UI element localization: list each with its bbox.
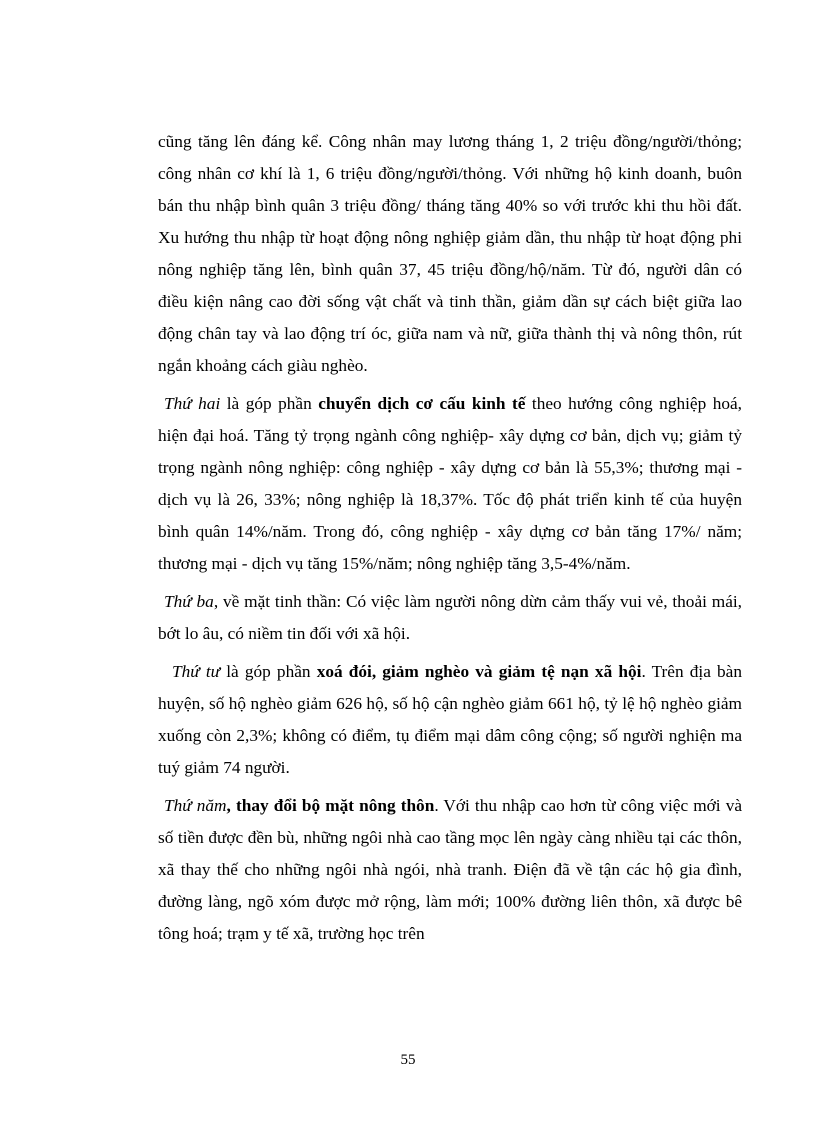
paragraph-text: theo hướng công nghiệp hoá, hiện đại hoá. Tăng tỷ trọng ngành công nghiệp- xây dựng cơ bản, dịch vụ; giảm tỷ trọng ngành nông nghiệp: công nghiệp - xây dựng cơ bản là 55,3%; thương mại - dịch vụ là 26, 33%; nông nghiệp là 18,37%. Tốc độ phát triển kinh tế của huyện bình quân 14%/năm. Trong đó, công nghiệp - xây dựng cơ bản tăng 17%/ năm; thương mại - dịch vụ tăng 15%/năm; nông nghiệp tăng 3,5-4%/năm. <box>158 394 742 573</box>
lead-term: Thứ hai <box>164 394 221 413</box>
bold-phrase: thay đổi bộ mặt nông thôn <box>235 796 435 815</box>
paragraph-third <box>158 586 742 650</box>
paragraph-text: , <box>226 796 236 815</box>
paragraph-text: , về mặt tinh thần: Có việc làm người nông dừn cảm thấy vui vẻ, thoải mái, bớt lo âu, có niềm tin đối với xã hội. <box>158 592 742 643</box>
bold-phrase: xoá đói, giảm nghèo và giảm tệ nạn xã hội <box>316 662 642 681</box>
paragraph-text: là góp phần <box>220 662 317 681</box>
body-text <box>158 126 742 956</box>
bold-phrase: chuyển dịch cơ cấu kinh tế <box>318 394 526 413</box>
paragraph-second <box>158 388 742 580</box>
lead-term: Thứ năm <box>164 796 227 815</box>
lead-term: Thứ tư <box>172 662 221 681</box>
paragraph-text: . Trên địa bàn huyện, số hộ nghèo giảm 626 hộ, số hộ cận nghèo giảm 661 hộ, tỷ lệ hộ nghèo giảm xuống còn 2,3%; không có điểm, tụ điểm mại dâm công cộng; số người nghiện ma tuý giảm 74 người. <box>158 662 742 777</box>
paragraph-fourth <box>158 656 742 784</box>
paragraph-text: . Với thu nhập cao hơn từ công việc mới và số tiền được đền bù, những ngôi nhà cao tầng mọc lên ngày càng nhiều tại các thôn, xã thay thế cho những ngôi nhà ngói, nhà tranh. Điện đã về tận các hộ gia đình, đường làng, ngõ xóm được mở rộng, làm mới; 100% đường liên thôn, xã được bê tông hoá; trạm y tế xã, trường học trên <box>158 796 743 943</box>
lead-term: Thứ ba <box>164 592 214 611</box>
paragraph-text: cũng tăng lên đáng kể. Công nhân may lương tháng 1, 2 triệu đồng/người/thỏng; công nhân cơ khí là 1, 6 triệu đồng/người/thỏng. Với những hộ kinh doanh, buôn bán thu nhập bình quân 3 triệu đồng/ tháng tăng 40% so với trước khi thu hồi đất. Xu hướng thu nhập từ hoạt động nông nghiệp giảm dần, thu nhập từ hoạt động phi nông nghiệp tăng lên, bình quân 37, 45 triệu đồng/hộ/năm. Từ đó, người dân có điều kiện nâng cao đời sống vật chất và tinh thần, giảm dần sự cách biệt giữa lao động chân tay và lao động trí óc, giữa nam và nữ, giữa thành thị và nông thôn, rút ngắn khoảng cách giàu nghèo. <box>158 132 742 375</box>
paragraph-text: là góp phần <box>220 394 319 413</box>
paragraph-income <box>158 126 742 382</box>
paragraph-fifth <box>158 790 742 950</box>
page-number: 55 <box>400 1052 416 1068</box>
